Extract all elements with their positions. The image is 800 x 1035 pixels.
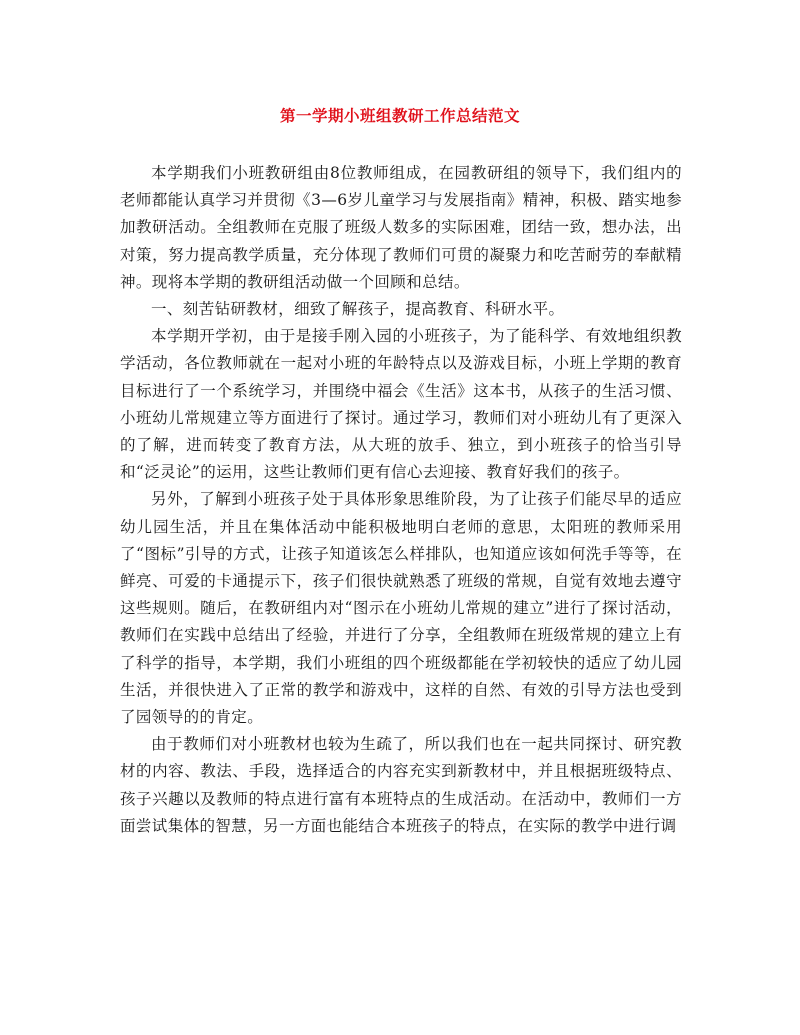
paragraph-icon-guidance: 另外，了解到小班孩子处于具体形象思维阶段，为了让孩子们能尽早的适应幼儿园生活，并且在集体活动中能积极地明白老师的意思，太阳班的教师采用了“图标”引导的方式，让孩子知道该怎么样排队，也知道应该如何洗手等等，在鲜亮、可爱的卡通提示下，孩子们很快就熟悉了班级的常规，自觉有效地去遵守这些规则。随后，在教研组内对“图示在小班幼儿常规的建立”进行了探讨活动，教师们在实践中总结出了经验，并进行了分享，全组教师在班级常规的建立上有了科学的指导，本学期，我们小班组的四个班级都能在学初较快的适应了幼儿园生活，并很快进入了正常的教学和游戏中，这样的自然、有效的引导方法也受到了园领导的的肯定。 [120,490,682,727]
paragraph-semester-start: 本学期开学初，由于是接手刚入园的小班孩子，为了能科学、有效地组织教学活动，各位教师就在一起对小班的年龄特点以及游戏目标，小班上学期的教育目标进行了一个系统学习，并围绕中福会《生活》这本书，从孩子的生活习惯、小班幼儿常规建立等方面进行了探讨。通过学习，教师们对小班幼儿有了更深入的了解，进而转变了教育方法，从大班的放手、独立，到小班孩子的恰当引导和“泛灵论”的运用，这些让教师们更有信心去迎接、教育好我们的孩子。 [120,327,682,482]
paragraph-intro: 本学期我们小班教研组由8位教师组成，在园教研组的领导下，我们组内的老师都能认真学习并贯彻《3—6岁儿童学习与发展指南》精神，积极、踏实地参加教研活动。全组教师在克服了班级人数多的实际困难，团结一致，想办法，出对策，努力提高教学质量，充分体现了教师们可贯的凝聚力和吃苦耐劳的奉献精神。现将本学期的教研组活动做一个回顾和总结。 [120,164,682,291]
paragraph-teaching-materials: 由于教师们对小班教材也较为生疏了，所以我们也在一起共同探讨、研究教材的内容、教法、手段，选择适合的内容充实到新教材中，并且根据班级特点、孩子兴趣以及教师的特点进行富有本班特点的生成活动。在活动中，教师们一方面尝试集体的智慧，另一方面也能结合本班孩子的特点，在实际的教学中进行调 [120,735,682,835]
document-title: 第一学期小班组教研工作总结范文 [279,106,520,125]
paragraph-section-heading: 一、刻苦钻研教材，细致了解孩子，提高教育、科研水平。 [151,300,565,319]
document-body [120,160,682,840]
